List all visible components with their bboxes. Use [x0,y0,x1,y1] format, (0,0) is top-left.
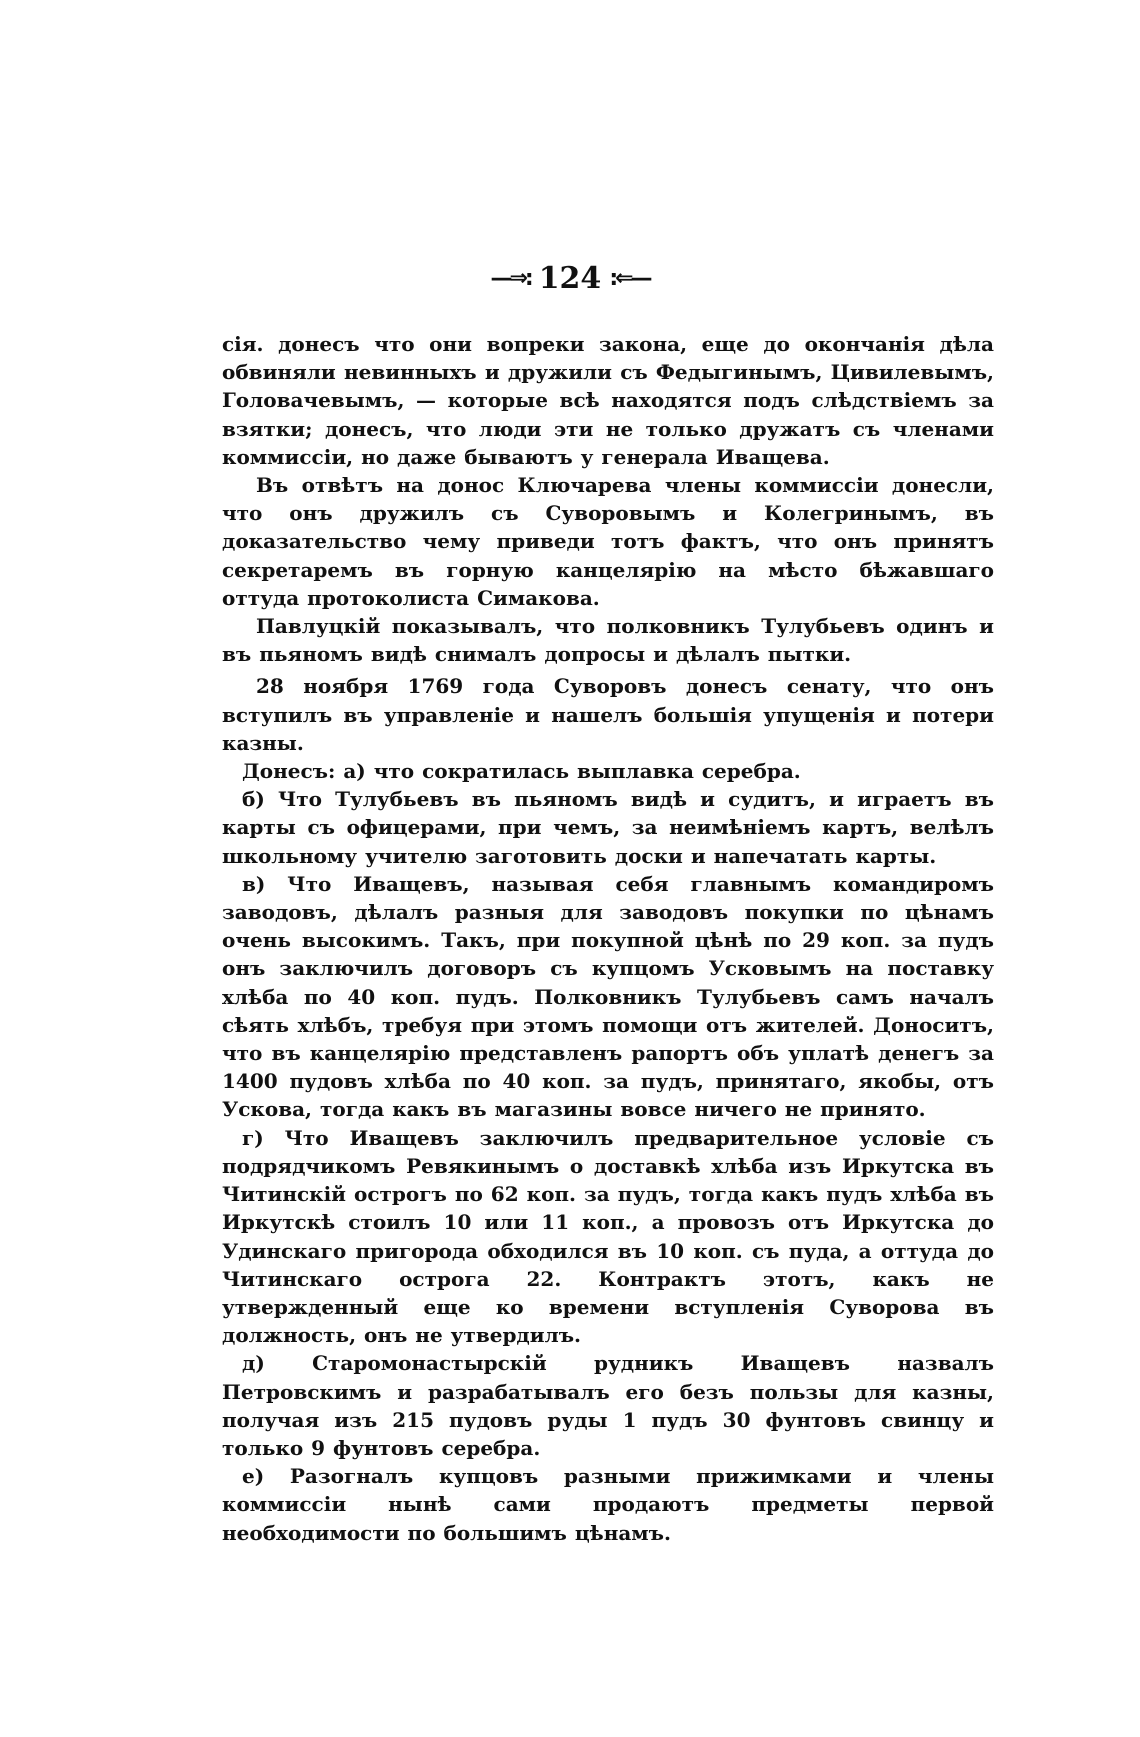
paragraph-suvorov-report: 28 ноября 1769 года Суворовъ донесъ сенату, что онъ вступилъ въ управленіе и нашелъ большія упущенія и потери казны. [222,674,994,755]
item-a: Донесъ: а) что сократилась выплавка серебра. [242,759,801,784]
paragraph-pavlutsky: Павлуцкій показывалъ, что полковникъ Тулубьевъ одинъ и въ пьяномъ видѣ снималъ допросы и дѣлалъ пытки. [222,614,994,667]
item-b: б) Что Тулубьевъ въ пьяномъ видѣ и судитъ, и играетъ въ карты съ офицерами, при чемъ, за неимѣніемъ картъ, велѣлъ школьному учителю заготовить доски и напечатать карты. [222,787,994,868]
item-v: в) Что Иващевъ, называя себя главнымъ командиромъ заводовъ, дѣлалъ разныя для заводовъ покупки по цѣнамъ очень высокимъ. Такъ, при покупной цѣнѣ по 29 коп. за пудъ онъ заключилъ договоръ съ купцомъ Усковымъ на поставку хлѣба по 40 коп. пудъ. Полковникъ Тулубьевъ самъ началъ сѣять хлѣбъ, требуя при этомъ помощи отъ жителей. Доноситъ, что въ канцелярію представленъ рапортъ объ уплатѣ денегъ за 1400 пудовъ хлѣба по 40 коп. за пудъ, принятаго, якобы, отъ Ускова, тогда какъ въ магазины вовсе ничего не принято. [222,871,994,1122]
page-header [0,258,1140,298]
item-e: е) Разогналъ купцовъ разными прижимками и члены коммиссіи нынѣ сами продаютъ предметы первой необходимости по большимъ цѣнамъ. [222,1464,994,1545]
left-ornament: —⇒: [490,265,531,291]
paragraph-continuation: сія. донесъ что они вопреки закона, еще до окончанія дѣла обвиняли невинныхъ и дружили съ Федыгинымъ, Цивилевымъ, Головачевымъ, — которые всѣ находятся подъ слѣдствіемъ за взятки; донесъ, что люди эти не только дружатъ съ членами коммиссіи, но даже бываютъ у генерала Иващева. [222,332,994,469]
body-text [222,330,994,1547]
paragraph-kliucharev: Въ отвѣтъ на донос Ключарева члены коммиссіи донесли, что онъ дружилъ съ Суворовымъ и Колегринымъ, въ доказательство чему приведи тотъ фактъ, что онъ принятъ секретаремъ въ горную канцелярію на мѣсто бѣжавшаго оттуда протоколиста Симакова. [222,473,994,610]
right-ornament: :⇐— [609,265,650,291]
page-number: 124 [538,260,602,296]
item-g: г) Что Иващевъ заключилъ предварительное условіе съ подрядчикомъ Ревякинымъ о доставкѣ хлѣба изъ Иркутска въ Читинскій острогъ по 62 коп. за пудъ, тогда какъ пудъ хлѣба въ Иркутскѣ стоилъ 10 или 11 коп., а провозъ отъ Иркутска до Удинскаго пригорода обходился въ 10 коп. съ пуда, а оттуда до Читинскаго острога 22. Контрактъ этотъ, какъ не утвержденный еще ко времени вступленія Суворова въ должность, онъ не утвердилъ. [222,1125,994,1348]
item-d: д) Старомонастырскій рудникъ Иващевъ назвалъ Петровскимъ и разрабатывалъ его безъ пользы для казны, получая изъ 215 пудовъ руды 1 пудъ 30 фунтовъ свинцу и только 9 фунтовъ серебра. [222,1351,994,1460]
